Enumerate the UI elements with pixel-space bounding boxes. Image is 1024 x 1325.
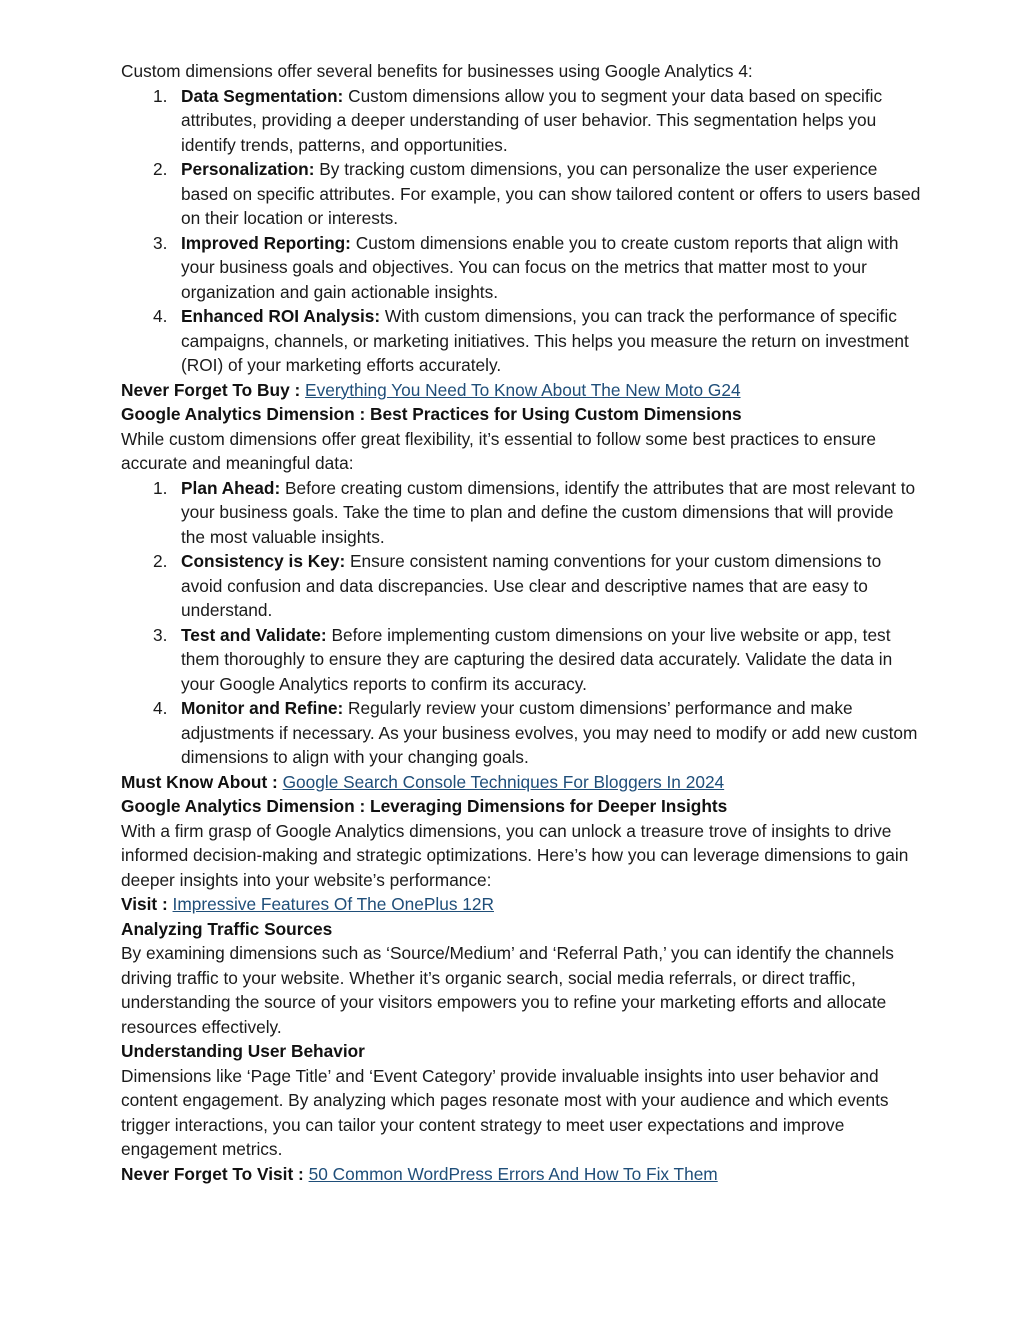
list-item (153, 157, 921, 231)
list-item-title: Enhanced ROI Analysis: (181, 306, 381, 326)
paragraph: Dimensions like ‘Page Title’ and ‘Event Category’ provide invaluable insights into user behavior and content engagement. By analyzing which pages resonate most with your audience and which events trigger interactions, you can tailor your content strategy to meet user expectations and improve engagement metrics. (121, 1065, 889, 1159)
related-link[interactable]: Impressive Features Of The OnePlus 12R (172, 894, 494, 914)
list-item (153, 476, 921, 550)
list-number: 1. (153, 85, 168, 106)
document-page (121, 59, 921, 1186)
list-item-text: Custom dimensions allow you to segment your data based on specific attributes, providing a deeper understanding of user behavior. This segmentation helps you identify trends, patterns, and opportunities. (181, 85, 883, 155)
list-item-title: Data Segmentation: (181, 85, 344, 106)
paragraph: By examining dimensions such as ‘Source/Medium’ and ‘Referral Path,’ you can identify the channels driving traffic to your website. Whether it’s organic search, social media referrals, or direct traffic, understanding the source of your visitors empowers you to refine your marketing efforts and allocate resources effectively. (121, 943, 894, 1037)
paragraph: While custom dimensions offer great flexibility, it’s essential to follow some best practices to ensure accurate and meaningful data: (121, 428, 876, 473)
related-link-line (121, 378, 921, 403)
list-number: 2. (153, 159, 168, 179)
list-item (153, 84, 921, 158)
list-item-text: With custom dimensions, you can track the performance of specific campaigns, channels, or marketing initiatives. This helps you measure the return on investment (ROI) of your marketing efforts accurately. (181, 306, 909, 375)
list-item (153, 304, 921, 378)
section-heading: Analyzing Traffic Sources (121, 918, 333, 939)
section-heading: Google Analytics Dimension : Best Practices for Using Custom Dimensions (121, 404, 742, 424)
section-heading: Understanding User Behavior (121, 1041, 365, 1061)
list-item (153, 549, 921, 623)
list-item-title: Personalization: (181, 159, 315, 179)
related-link-line (121, 770, 921, 795)
list-number: 1. (153, 477, 168, 498)
list-number: 3. (153, 232, 168, 253)
related-link[interactable]: 50 Common WordPress Errors And How To Fix Them (308, 1163, 718, 1184)
benefits-list (121, 84, 921, 378)
paragraph: With a firm grasp of Google Analytics dimensions, you can unlock a treasure trove of insights to drive informed decision-making and strategic optimizations. Here’s how you can leverage dimensions to gain deeper insights into your website’s performance: (121, 820, 909, 890)
list-item (153, 231, 921, 305)
list-item-title: Monitor and Refine: (181, 698, 344, 718)
related-link-label: Must Know About : (121, 771, 283, 792)
list-number: 4. (153, 306, 168, 326)
list-item-text: Regularly review your custom dimensions’ performance and make adjustments if necessary. As your business evolves, you may need to modify or add new custom dimensions to align with your changing goals. (181, 698, 918, 767)
related-link-line (121, 892, 921, 917)
list-item (153, 696, 921, 770)
related-link-label: Never Forget To Visit : (121, 1163, 309, 1184)
list-item-title: Improved Reporting: (181, 232, 351, 253)
intro-paragraph: Custom dimensions offer several benefits for businesses using Google Analytics 4: (121, 61, 753, 81)
list-item-text: Before implementing custom dimensions on your live website or app, test them thoroughly to ensure they are capturing the desired data accurately. Validate the data in your Google Analytics reports to confirm its accuracy. (181, 624, 893, 694)
list-item-text: By tracking custom dimensions, you can personalize the user experience based on specific attributes. For example, you can show tailored content or offers to users based on their location or interests. (181, 159, 921, 228)
list-item-text: Ensure consistent naming conventions for your custom dimensions to avoid confusion and data discrepancies. Use clear and descriptive names that are easy to understand. (181, 551, 882, 620)
related-link-line (121, 1162, 921, 1187)
list-item (153, 623, 921, 697)
section-heading: Google Analytics Dimension : Leveraging Dimensions for Deeper Insights (121, 796, 728, 816)
list-item-title: Plan Ahead: (181, 477, 281, 498)
related-link-label: Visit : (121, 894, 173, 914)
list-number: 4. (153, 698, 168, 718)
list-item-text: Before creating custom dimensions, identify the attributes that are most relevant to your business goals. Take the time to plan and define the custom dimensions that will provide the most valuable insights. (181, 477, 916, 547)
list-item-text: Custom dimensions enable you to create custom reports that align with your business goals and objectives. You can focus on the metrics that matter most to your organization and gain actionable insights. (181, 232, 899, 302)
list-item-title: Consistency is Key: (181, 551, 346, 571)
list-number: 3. (153, 624, 168, 645)
practices-list (121, 476, 921, 770)
list-item-title: Test and Validate: (181, 624, 327, 645)
related-link[interactable]: Google Search Console Techniques For Bloggers In 2024 (282, 771, 725, 792)
related-link-label: Never Forget To Buy : (121, 379, 306, 400)
related-link[interactable]: Everything You Need To Know About The New Moto G24 (305, 379, 741, 400)
list-number: 2. (153, 551, 168, 571)
